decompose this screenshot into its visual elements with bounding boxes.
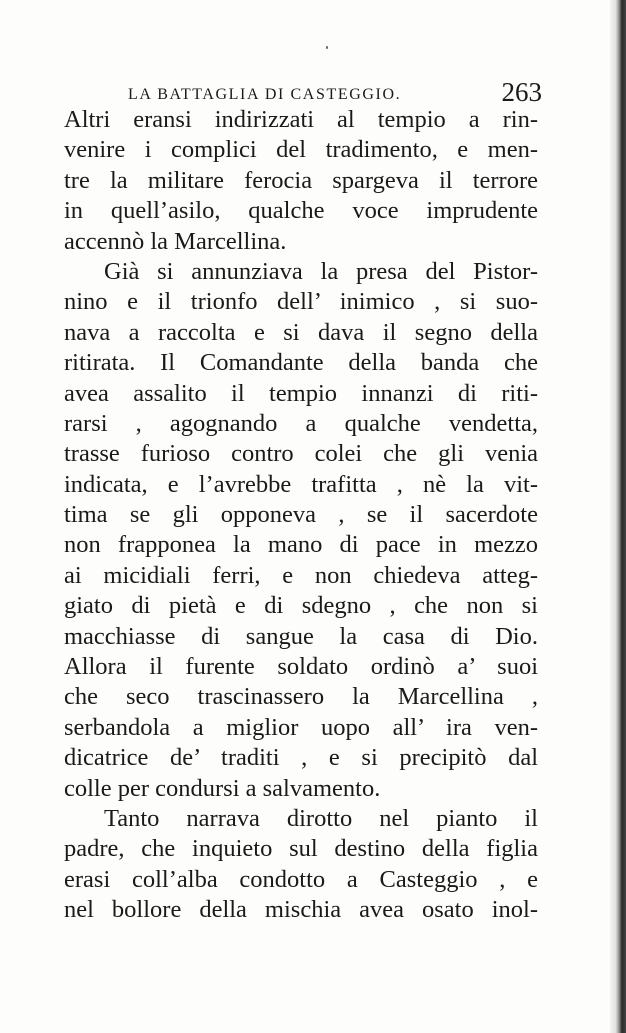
text-line: dicatrice de’ traditi , e si precipitò dal <box>64 744 538 772</box>
text-line: non frapponea la mano di pace in mezzo <box>64 531 538 559</box>
text-line: in quell’asilo, qualche voce imprudente <box>64 197 538 225</box>
text-line: macchiasse di sangue la casa di Dio. <box>64 622 538 650</box>
text-line: Tanto narrava dirotto nel pianto il <box>104 804 538 832</box>
text-line: indicata, e l’avrebbe trafitta , nè la vit- <box>64 470 538 498</box>
text-line: ai micidiali ferri, e non chiedeva atteg- <box>64 561 538 589</box>
running-head-title: LA BATTAGLIA DI CASTEGGIO. <box>128 86 402 103</box>
text-line: erasi coll’alba condotto a Casteggio , e <box>64 865 538 893</box>
text-line: serbandola a miglior uopo all’ ira ven- <box>64 713 538 741</box>
text-line: Allora il furente soldato ordinò a’ suoi <box>64 653 538 681</box>
text-line: trasse furioso contro colei che gli venia <box>64 440 538 468</box>
text-line: padre, che inquieto sul destino della figlia <box>64 835 538 863</box>
page-number: 263 <box>501 77 542 107</box>
text-line: colle per condursi a salvamento. <box>64 774 381 802</box>
text-line: Già si annunziava la presa del Pistor- <box>104 257 538 285</box>
text-line: tima se gli opponeva , se il sacerdote <box>64 501 538 529</box>
ink-speck <box>326 46 328 49</box>
text-line: Altri eransi indirizzati al tempio a rin- <box>64 106 538 133</box>
text-line: accennò la Marcellina. <box>64 227 287 255</box>
text-line: venire i complici del tradimento, e men- <box>64 136 538 164</box>
body-text <box>64 105 538 926</box>
text-line: che seco trascinassero la Marcellina , <box>64 683 538 711</box>
page-edge-shadow <box>610 0 626 1033</box>
text-line: tre la militare ferocia spargeva il terrore <box>64 166 538 194</box>
text-line: ritirata. Il Comandante della banda che <box>64 349 538 377</box>
text-line: giato di pietà e di sdegno , che non si <box>64 592 538 620</box>
text-line: rarsi , agognando a qualche vendetta, <box>64 409 538 437</box>
text-line: nino e il trionfo dell’ inimico , si suo- <box>64 288 538 316</box>
text-line: nel bollore della mischia avea osato inol- <box>64 896 538 924</box>
text-line: nava a raccolta e si dava il segno della <box>64 318 538 346</box>
text-line: avea assalito il tempio innanzi di riti- <box>64 379 538 407</box>
running-head <box>128 77 542 108</box>
